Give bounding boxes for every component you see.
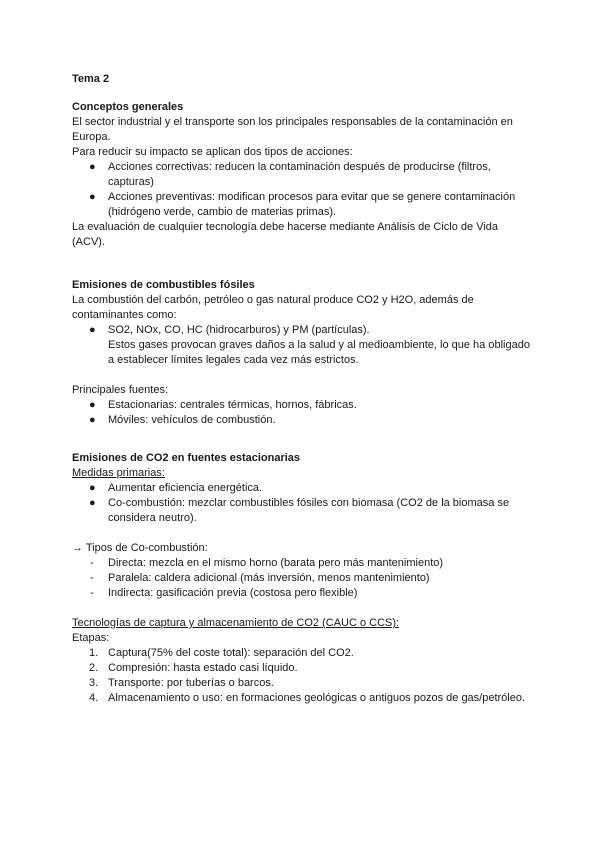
bullet-marker: ● [89, 414, 96, 426]
list-item-text: Transporte: por tuberías o barcos. [108, 677, 274, 689]
list-item-text: Estos gases provocan graves daños a la salud y al medioambiente, lo que ha obligado a establecer límites legales cada vez más estrictos. [108, 339, 530, 366]
number-marker: 3. [89, 677, 99, 689]
subheading: Medidas primarias: [72, 467, 165, 479]
list-item-text: Co-combustión: mezclar combustibles fósiles con biomasa (CO2 de la biomasa se considera neutro). [108, 497, 510, 524]
dash-marker: - [90, 587, 94, 599]
section-combustibles-fosiles [72, 278, 532, 428]
list-item [72, 586, 532, 601]
numbered-item [72, 661, 532, 676]
list-item-text: Compresión: hasta estado casi líquido. [108, 662, 298, 674]
list-item [72, 413, 532, 428]
list-item-text: Captura(75% del coste total): separación del CO2. [108, 647, 354, 659]
bullet-marker: ● [89, 399, 96, 411]
list-item [72, 398, 532, 413]
dash-marker: - [90, 572, 94, 584]
list-item-text: Acciones correctivas: reducen la contaminación después de producirse (filtros, capturas) [108, 161, 491, 188]
paragraph: Etapas: [72, 632, 110, 644]
list-item-text: Paralela: caldera adicional (más inversión, menos mantenimiento) [108, 572, 430, 584]
dash-marker: - [90, 557, 94, 569]
list-item-text: SO2, NOx, CO, HC (hidrocarburos) y PM (partículas). [108, 324, 370, 336]
section-conceptos-generales [72, 100, 532, 250]
paragraph: Principales fuentes: [72, 384, 168, 396]
list-item [72, 556, 532, 571]
section-emisiones-co2 [72, 451, 532, 706]
number-marker: 4. [89, 692, 99, 704]
list-item [72, 481, 532, 496]
section-title: Conceptos generales [72, 101, 184, 113]
list-item-continuation [72, 338, 532, 368]
list-item [72, 160, 532, 190]
number-marker: 2. [89, 662, 99, 674]
numbered-item [72, 691, 532, 706]
list-item-text: Estacionarias: centrales térmicas, hornos, fábricas. [108, 399, 357, 411]
section-title: Emisiones de CO2 en fuentes estacionarias [72, 452, 301, 464]
list-item-text: Aumentar eficiencia energética. [108, 482, 263, 494]
list-item-text: Directa: mezcla en el mismo horno (barata pero más mantenimiento) [108, 557, 444, 569]
paragraph: El sector industrial y el transporte son los principales responsables de la contaminación en Europa. [72, 116, 513, 143]
numbered-item [72, 676, 532, 691]
bullet-marker: ● [89, 161, 96, 173]
bullet-marker: ● [89, 497, 96, 509]
numbered-item [72, 646, 532, 661]
bullet-marker: ● [89, 191, 96, 203]
paragraph: La combustión del carbón, petróleo o gas natural produce CO2 y H2O, además de contaminantes como: [72, 294, 474, 321]
list-item [72, 496, 532, 526]
subheading: Tecnologías de captura y almacenamiento de CO2 (CAUC o CCS): [72, 617, 400, 629]
bullet-marker: ● [89, 482, 96, 494]
list-item-text: Móviles: vehículos de combustión. [108, 414, 276, 426]
list-item-text: Acciones preventivas: modifican procesos para evitar que se genere contaminación (hidrógeno verde, cambio de materias primas). [108, 191, 516, 218]
section-title: Emisiones de combustibles fósiles [72, 279, 255, 291]
list-item [72, 190, 532, 220]
list-item [72, 571, 532, 586]
number-marker: 1. [89, 647, 99, 659]
list-item-text: Almacenamiento o uso: en formaciones geológicas o antiguos pozos de gas/petróleo. [108, 692, 526, 704]
arrow-line: → Tipos de Co-combustión: [72, 542, 208, 554]
paragraph: Para reducir su impacto se aplican dos tipos de acciones: [72, 146, 353, 158]
list-item-text: Indirecta: gasificación previa (costosa pero flexible) [108, 587, 358, 599]
document-heading: Tema 2 [72, 73, 110, 85]
bullet-marker: ● [89, 324, 96, 336]
paragraph: La evaluación de cualquier tecnología debe hacerse mediante Análisis de Ciclo de Vida (ACV). [72, 221, 499, 248]
list-item [72, 323, 532, 338]
